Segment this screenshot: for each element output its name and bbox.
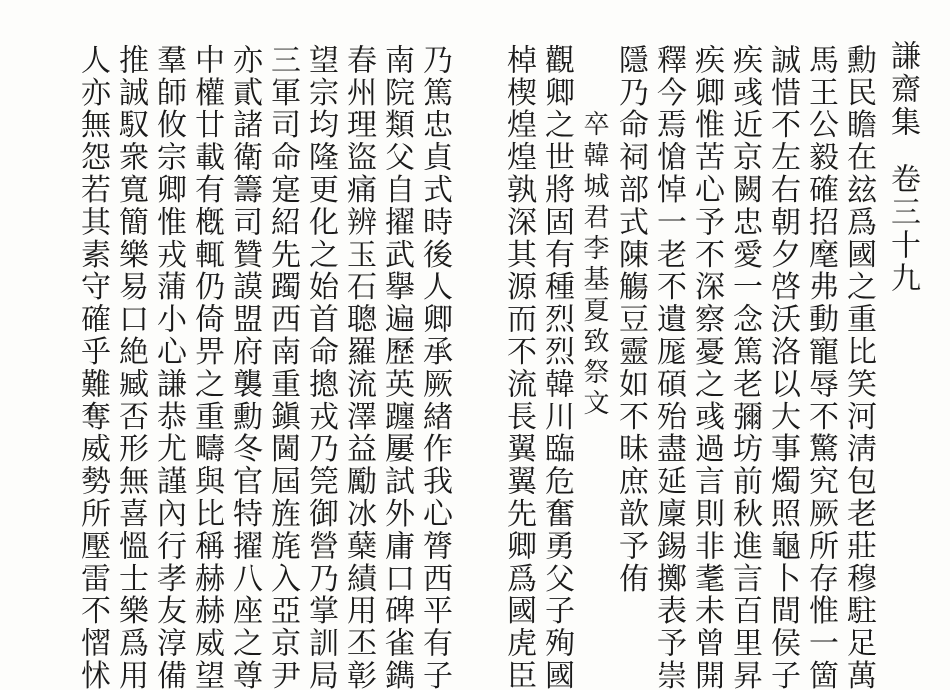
text-column: 釋今焉愴悼一老不遺厖碩殆盡延廩錫擲表予崇 [651, 44, 686, 692]
text-column: 棹楔煌煌孰深其源而不流長翼翼先卿爲國虎臣 [501, 44, 536, 692]
text-column: 疾彧近京闕忠愛一念篤老彌坊前秋進言百里昇 [727, 44, 762, 692]
section-title: 卒韓城君李基夏致祭文 [579, 110, 609, 420]
text-column: 疾卿惟苦心予不深察憂之彧過言則非耄未曾開 [689, 44, 724, 692]
book-title: 謙齋集 [885, 40, 920, 139]
running-header [880, 40, 924, 295]
page-gutter [482, 30, 483, 670]
text-column: 觀卿之世將固有種烈烈韓川臨危奮勇父子殉國 [539, 44, 574, 692]
text-column: 南院類父自擢武擧遍歷英躔屢試外庸口碑雀鐫 [379, 44, 414, 692]
text-column: 人亦無怨若其素守確乎難奪威勢所壓雷不慴怵 [75, 44, 110, 692]
text-column: 春州理盜痛辨玉石聰羅流澤益勵冰蘖績用丕彰 [341, 44, 376, 692]
text-column: 推誠馭衆寬簡樂易口絶臧否形無喜慍士樂爲用 [113, 44, 148, 692]
text-column: 望宗均隆更化之始首命摠戎乃筦御營乃掌訓局 [303, 44, 338, 692]
text-column: 誠惜不左右朝夕啓沃洛以大事燭照龜卜間侯子 [765, 44, 800, 692]
text-column: 乃篤忠貞式時後人卿承厥緖作我心膂西平有子 [417, 44, 452, 692]
volume-label: 卷三十九 [885, 163, 920, 295]
text-column: 三軍司命寔紹先躅西南重鎭閫屆旌旄入亞京尹 [265, 44, 300, 692]
text-column: 勳民瞻在玆爲國之重比笑河淸包老莊穆駐足萬 [841, 44, 876, 692]
text-column: 隱乃命祠部式陳觴豆靈如不昧庶歆予侑 [613, 44, 648, 595]
text-column: 馬王公毅確招麾弗動寵辱不驚究厥所存惟一箇 [803, 44, 838, 692]
text-column: 羣師攸宗卿惟戎蒲小心謙恭尤謹內行孝友淳備 [151, 44, 186, 692]
text-column: 亦貳諸衛籌司贊謨盟府襲勳冬官特擢八座之尊 [227, 44, 262, 692]
text-column: 中權廿載有槪輒仍倚畀之重疇與比稱赫赫威望 [189, 44, 224, 692]
